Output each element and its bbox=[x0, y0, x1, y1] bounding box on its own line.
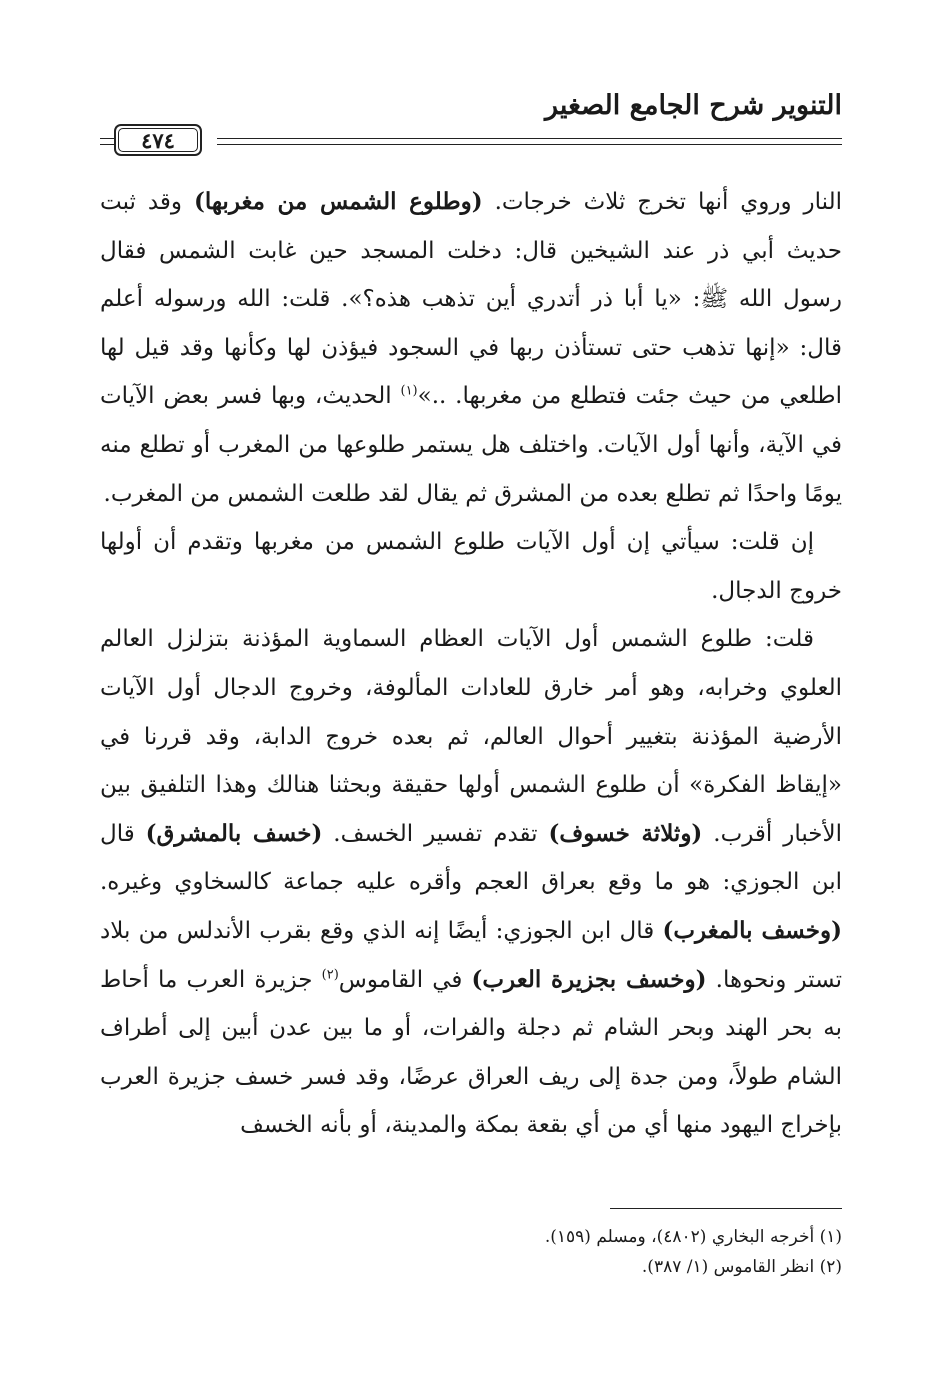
paragraph-1 bbox=[100, 178, 842, 518]
page-number: ٤٧٤ bbox=[114, 124, 202, 156]
hadith-phrase: (وخسف بالمغرب) bbox=[662, 916, 842, 944]
text-run: في القاموس bbox=[338, 966, 472, 993]
paragraph-3 bbox=[100, 615, 842, 1150]
body-text bbox=[100, 178, 842, 1150]
text-run: جزيرة العرب ما أحاط به بحر الهند وبحر الشام ثم دجلة والفرات، أو ما بين عدن أبين إلى أطراف الشام طولاً، ومن جدة إلى ريف العراق عرضًا، وقد فسر خسف جزيرة العرب بإخراج اليهود منها أي من أي بقعة بمكة والمدينة، أو بأنه الخسف bbox=[100, 966, 842, 1139]
header-rule-end bbox=[100, 138, 114, 145]
text-run: قال ابن الجوزي: أيضًا إنه الذي وقع بقرب الأندلس من بلاد تستر ونحوها. bbox=[100, 917, 842, 993]
paragraph-2: إن قلت: سيأتي إن أول الآيات طلوع الشمس من مغربها وتقدم أن أولها خروج الدجال. bbox=[100, 529, 842, 604]
footnote-ref-1: (١) bbox=[400, 383, 418, 399]
header-rule bbox=[217, 138, 842, 145]
text-run: قلت: طلوع الشمس أول الآيات العظام السماوية المؤذنة بتزلزل العالم العلوي وخرابه، وهو أمر خارق للعادات المألوفة، وخروج الدجال أول الآيات الأرضية المؤذنة بتغيير أحوال العالم، ثم بعده خروج الدابة، وقد قررنا في «إيقاظ الفكرة» أن طلوع الشمس أولها حقيقة وبحثنا هنالك وهذا التلفيق بين الأخبار أقرب. bbox=[100, 626, 843, 847]
page-header bbox=[100, 88, 842, 158]
text-run: تقدم تفسير الخسف. bbox=[322, 820, 549, 847]
hadith-phrase: (خسف بالمشرق) bbox=[145, 819, 323, 847]
text-run: قال ابن الجوزي: هو ما وقع بعراق العجم وأقره عليه جماعة كالسخاوي وغيره. bbox=[100, 820, 842, 896]
footnote-separator bbox=[610, 1208, 842, 1209]
footnote-2: (٢) انظر القاموس (١/ ٣٨٧). bbox=[641, 1257, 842, 1277]
text-run: النار وروي أنها تخرج ثلاث خرجات. bbox=[482, 189, 842, 215]
hadith-phrase: (وطلوع الشمس من مغربها) bbox=[193, 188, 483, 215]
footnote-ref-2: (٢) bbox=[321, 966, 339, 982]
running-title: التنوير شرح الجامع الصغير bbox=[545, 90, 842, 121]
footnote-1: (١) أخرجه البخاري (٤٨٠٢)، ومسلم (١٥٩). bbox=[544, 1227, 842, 1247]
text-run: وقد ثبت حديث أبي ذر عند الشيخين قال: دخلت المسجد حين غابت الشمس فقال رسول الله ﷺ: «يا أبا ذر أتدري أين تذهب هذه؟». قلت: الله ورسوله أعلم قال: «إنها تذهب حتى تستأذن ربها في السجود فيؤذن لها وكأنها وقد قيل لها اطلعي من حيث جئت فتطلع من مغربها. ..» bbox=[100, 189, 842, 410]
hadith-phrase: (وثلاثة خسوف) bbox=[548, 819, 703, 847]
text-run: الحديث، وبها فسر بعض الآيات في الآية، وأنها أول الآيات. واختلف هل يستمر طلوعها من المغرب أو تطلع منه يومًا واحدًا ثم تطلع بعده من المشرق ثم يقال لقد طلعت الشمس من المغرب. bbox=[100, 383, 842, 507]
hadith-phrase: (وخسف بجزيرة العرب) bbox=[471, 965, 707, 993]
footnotes bbox=[142, 1222, 842, 1282]
